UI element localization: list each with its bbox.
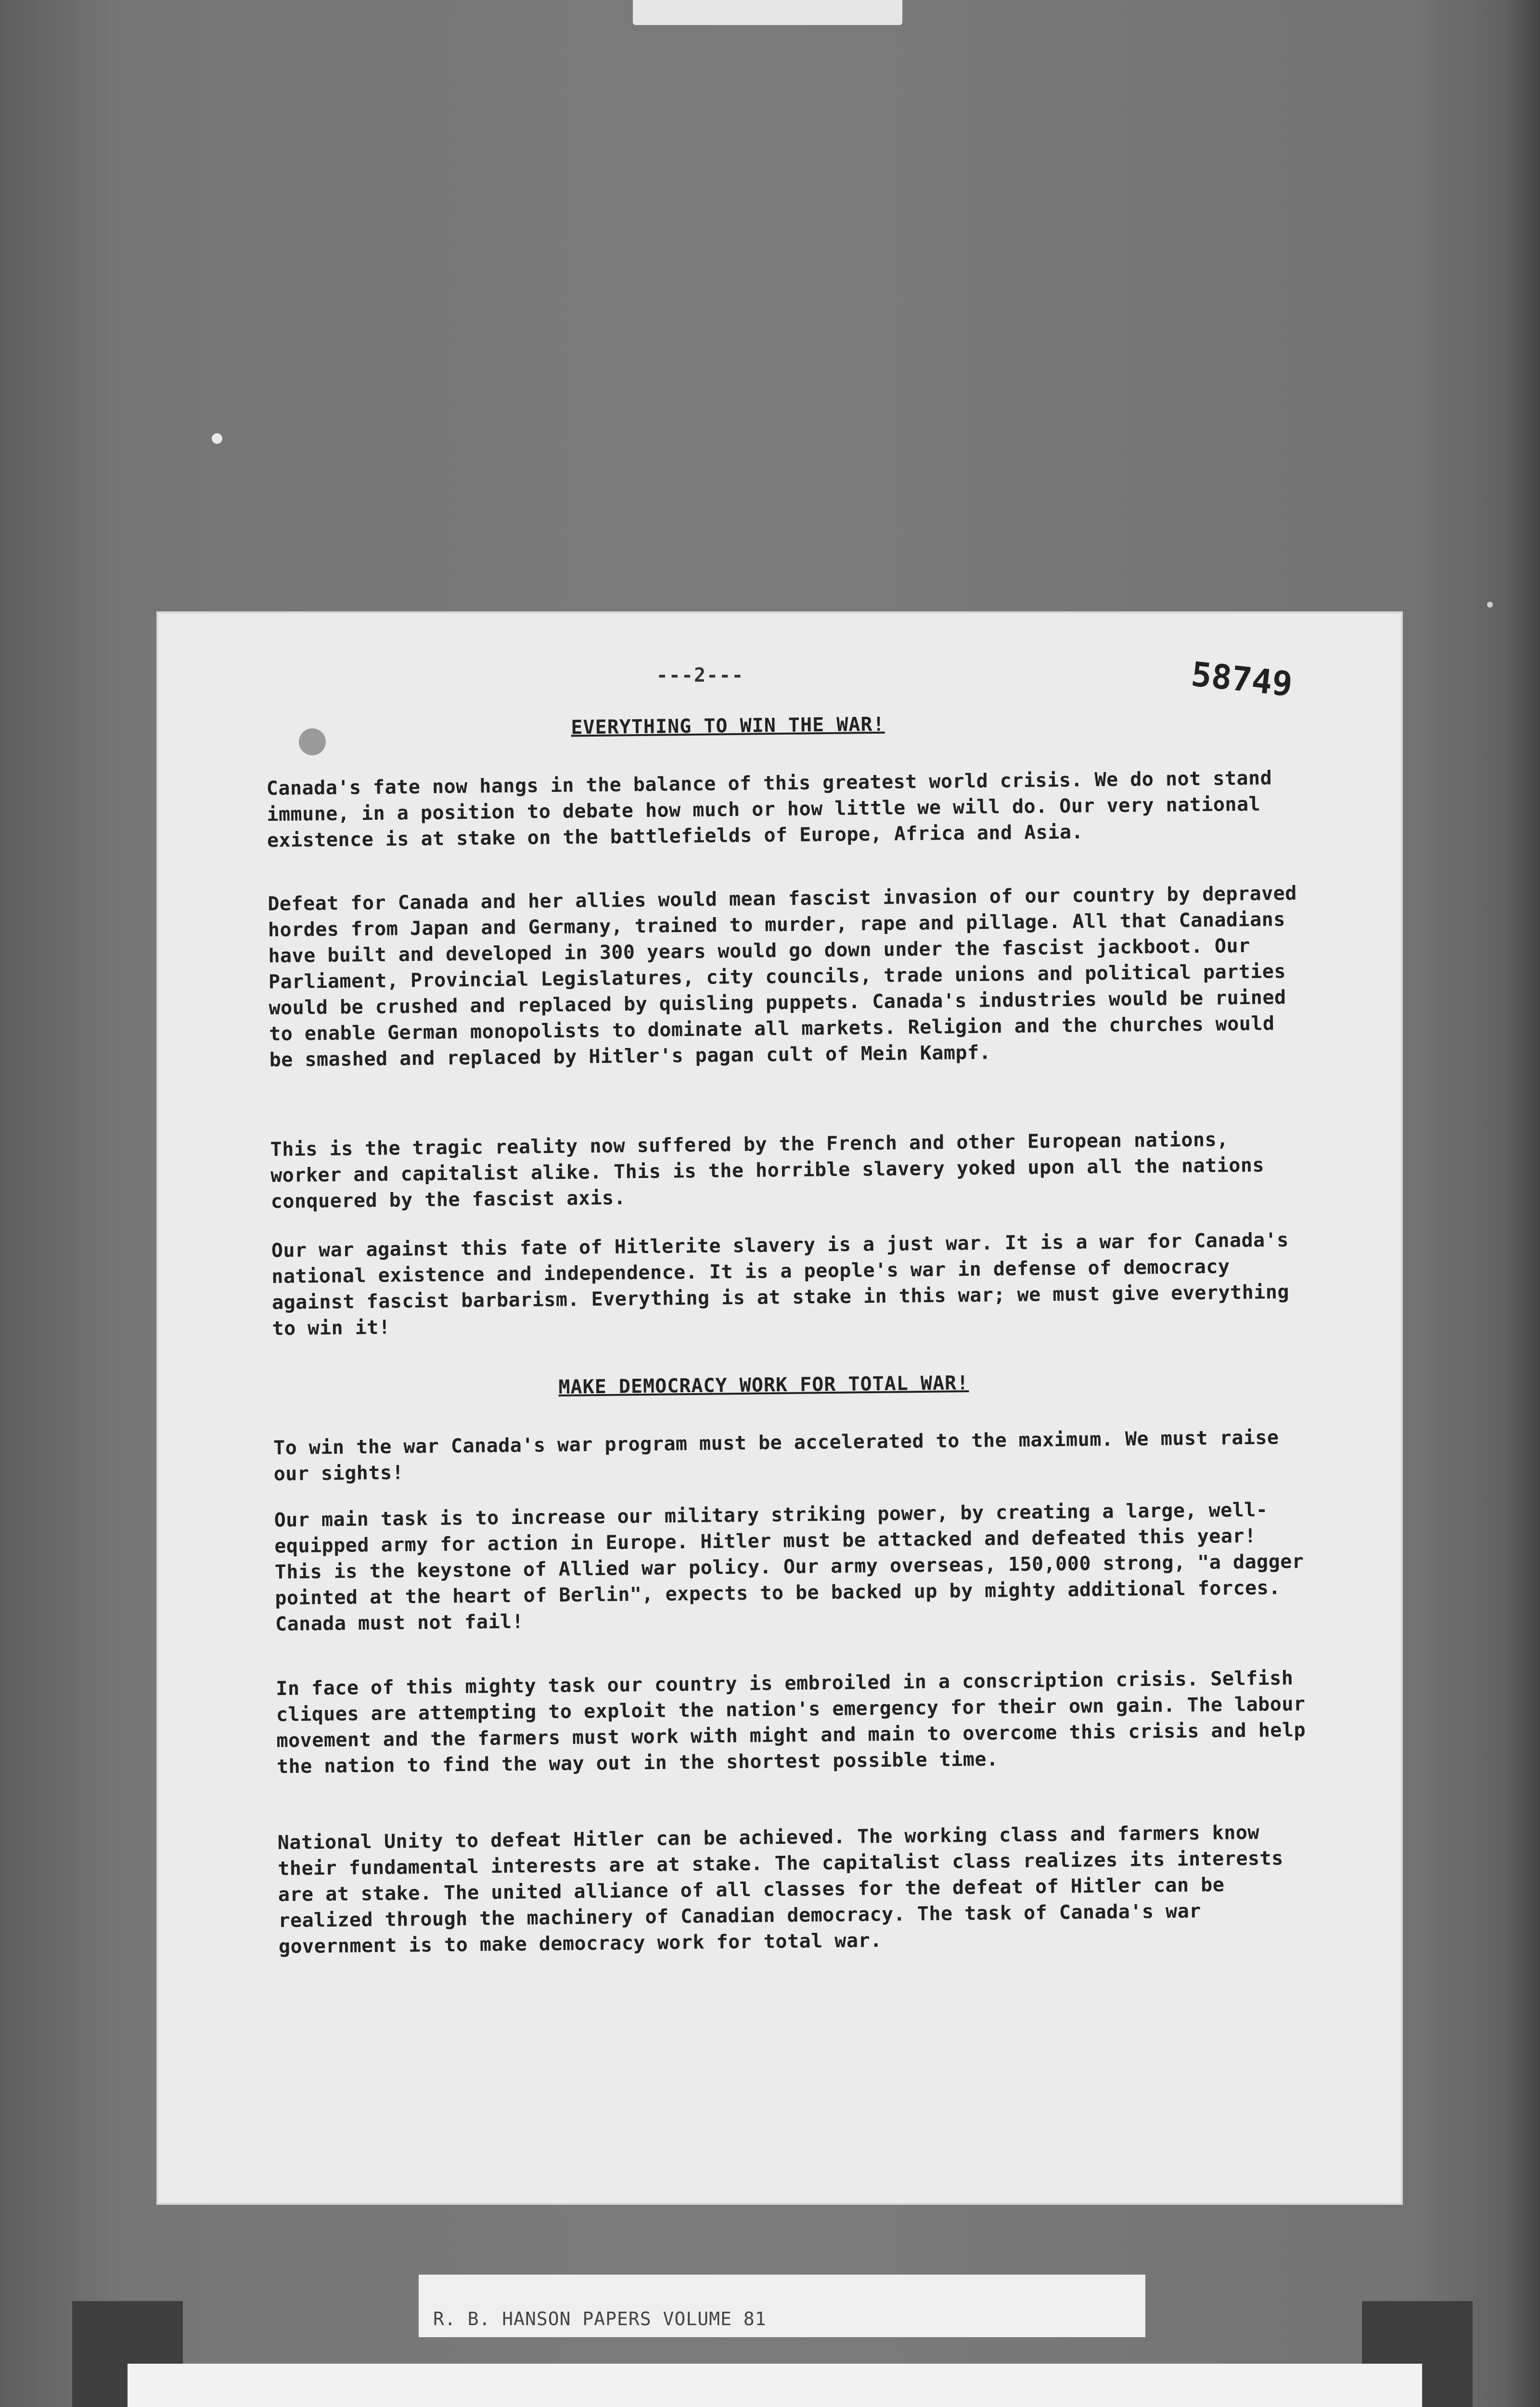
- film-speck: [1487, 602, 1493, 608]
- paragraph: To win the war Canada's war program must be accelerated to the maximum. We must raise our sights!: [273, 1426, 1279, 1486]
- paragraph: Our war against this fate of Hitlerite slavery is a just war. It is a war for Canada's national existence and independence. It is a people's war in defense of democracy against fascist barbarism. Everything is at stake in this war; we must give everything to win it!: [271, 1229, 1290, 1340]
- punch-hole: [299, 728, 326, 755]
- film-speck: [212, 433, 222, 444]
- paragraph: Defeat for Canada and her allies would mean fascist invasion of our country by depraved hordes from Japan and Germany, trained to murder, rape and pillage. All that Canadians have built and developed in 300 years would go down under the fascist jackboot. Our Parliament, Provincial Legislatures, city councils, trade unions and political parties would be crushed and replaced by quisling puppets. Canada's industries would be ruined to enable German monopolists to dominate all markets. Religion and the churches would be smashed and replaced by Hitler's pagan cult of Mein Kampf.: [268, 882, 1297, 1072]
- collection-label: [419, 2275, 1145, 2337]
- collection-label-text: R. B. HANSON PAPERS VOLUME 81: [433, 2308, 767, 2329]
- paragraph: In face of this mighty task our country is embroiled in a conscription crisis. Selfish cliques are attempting to exploit the nation's emergency for their own gain. The labour movement and the farmers must work with might and main to overcome this crisis and help the nation to find the way out in the shortest possible time.: [276, 1667, 1306, 1778]
- paragraph: Our main task is to increase our military striking power, by creating a large, well-equipped army for action in Europe. Hitler must be attacked and defeated this year! This is the keystone of Allied war policy. Our army overseas, 150,000 strong, "a dagger pointed at the heart of Berlin", expects to be backed up by mighty additional forces. Canada must not fail!: [274, 1499, 1304, 1636]
- heading-everything-to-win: EVERYTHING TO WIN THE WAR!: [571, 713, 885, 739]
- heading-make-democracy-work: MAKE DEMOCRACY WORK FOR TOTAL WAR!: [558, 1372, 969, 1398]
- paragraph: This is the tragic reality now suffered by the French and other European nations, worker and capitalist alike. This is the horrible slavery yoked upon all the nations conquered by the fascist axis.: [270, 1128, 1265, 1213]
- top-clip: [633, 0, 902, 25]
- edge-shadow: [1506, 0, 1540, 2407]
- archive-number-stamp: 58749: [1189, 654, 1295, 704]
- typed-document-page: [156, 611, 1403, 2205]
- archive-target-card: [128, 2364, 1422, 2407]
- page-marker: ---2---: [656, 664, 744, 686]
- paragraph: National Unity to defeat Hitler can be achieved. The working class and farmers know their fundamental interests are at stake. The capitalist class realizes its interests are at stake. The united alliance of all classes for the defeat of Hitler can be realized through the machinery of Canadian democracy. The task of Canada's war government is to make democracy work for total war.: [277, 1821, 1283, 1958]
- paragraph: Canada's fate now hangs in the balance of this greatest world crisis. We do not stand immune, in a position to debate how much or how little we will do. Our very national existence is at stake on the battlefields of Europe, Africa and Asia.: [266, 767, 1272, 852]
